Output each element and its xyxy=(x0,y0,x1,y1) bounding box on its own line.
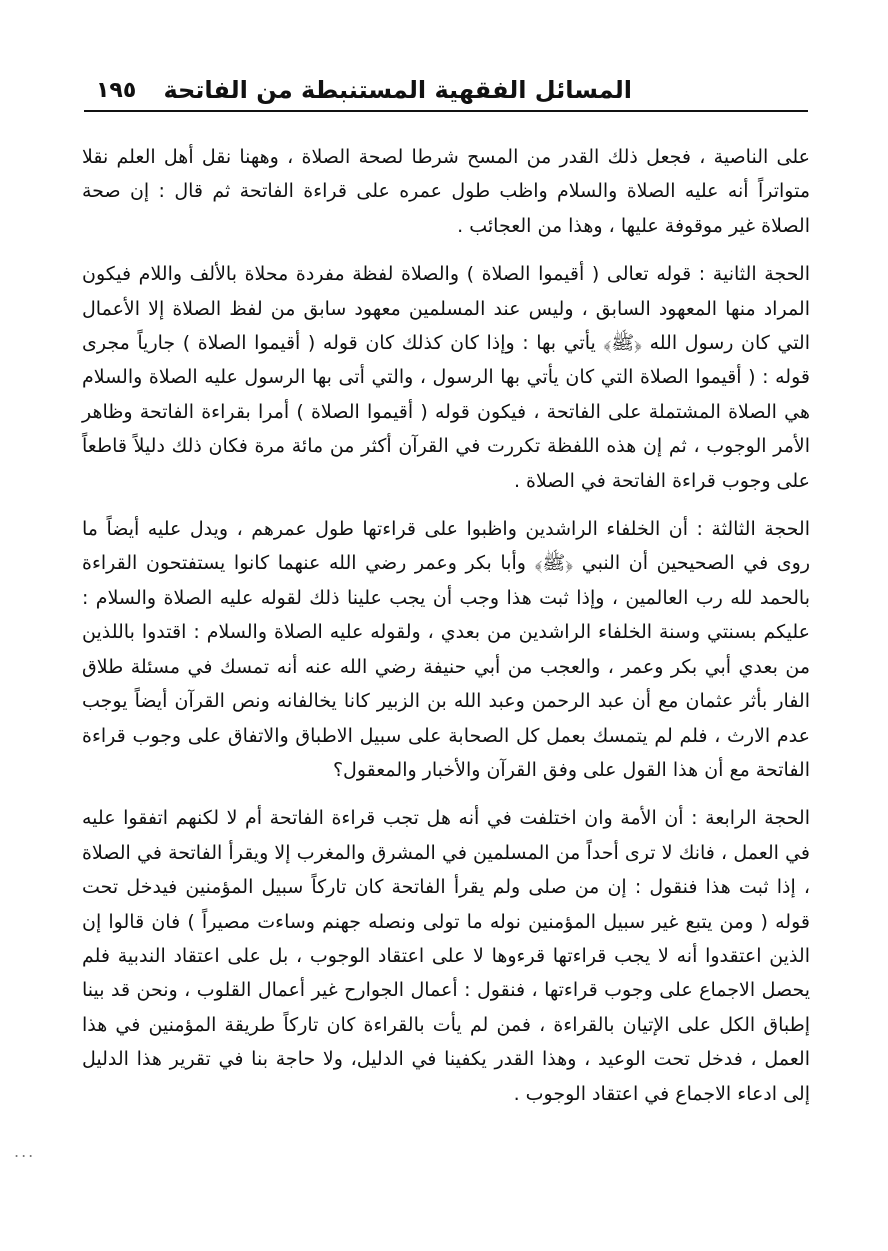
page-header xyxy=(84,72,808,112)
corner-mark: ... xyxy=(14,1142,36,1161)
running-title: المسائل الفقهية المستنبطة من الفاتحة xyxy=(163,76,632,104)
page-number: ١٩٥ xyxy=(96,78,137,103)
paragraph-second-argument: الحجة الثانية : قوله تعالى ( أقيموا الصلاة ) والصلاة لفظة مفردة محلاة بالألف واللام فيكون المراد منها المعهود السابق ، وليس عند المسلمين معهود سابق من لفظ الصلاة إلا الأعمال التي كان رسول الله ﴿ﷺ﴾ يأتي بها : وإذا كان كذلك كان قوله ( أقيموا الصلاة ) جارياً مجرى قوله : ( أقيموا الصلاة التي كان يأتي بها الرسول ، والتي أتى بها الرسول عليه الصلاة والسلام هي الصلاة المشتملة على الفاتحة ، فيكون قوله ( أقيموا الصلاة ) أمرا بقراءة الفاتحة وظاهر الأمر الوجوب ، ثم إن هذه اللفظة تكررت في القرآن أكثر من مائة مرة فكان ذلك دليلاً قاطعاً على وجوب قراءة الفاتحة في الصلاة . xyxy=(82,263,810,492)
body-text xyxy=(82,140,810,1125)
paragraph-third-argument: الحجة الثالثة : أن الخلفاء الراشدين واظبوا على قراءتها طول عمرهم ، ويدل عليه أيضاً ما روى في الصحيحين أن النبي ﴿ﷺ﴾ وأبا بكر وعمر رضي الله عنهما كانوا يستفتحون القراءة بالحمد لله رب العالمين ، وإذا ثبت هذا وجب أن يجب علينا ذلك لقوله عليه الصلاة والسلام : عليكم بسنتي وسنة الخلفاء الراشدين من بعدي ، ولقوله عليه الصلاة والسلام : اقتدوا باللذين من بعدي أبي بكر وعمر ، والعجب من أبي حنيفة رضي الله عنه أنه تمسك في مسئلة طلاق الفار بأثر عثمان مع أن عبد الرحمن وعبد الله بن الزبير كانا يخالفانه ونص القرآن أيضاً يوجب عدم الارث ، فلم لم يتمسك بعمل كل الصحابة على سبيل الاطباق والاتفاق على وجوب قراءة الفاتحة مع أن هذا القول على وفق القرآن والأخبار والمعقول؟ xyxy=(82,518,810,781)
paragraph-continuation: على الناصية ، فجعل ذلك القدر من المسح شرطا لصحة الصلاة ، وههنا نقل أهل العلم نقلا متواتراً أنه عليه الصلاة والسلام واظب طول عمره على قراءة الفاتحة ثم قال : إن صحة الصلاة غير موقوفة عليها ، وهذا من العجائب . xyxy=(82,146,810,237)
paragraph-fourth-argument: الحجة الرابعة : أن الأمة وان اختلفت في أنه هل تجب قراءة الفاتحة أم لا لكنهم اتفقوا عليه في العمل ، فانك لا ترى أحداً من المسلمين في المشرق والمغرب إلا ويقرأ الفاتحة في الصلاة ، إذا ثبت هذا فنقول : إن من صلى ولم يقرأ الفاتحة كان تاركاً سبيل المؤمنين فيدخل تحت قوله ( ومن يتبع غير سبيل المؤمنين نوله ما تولى ونصله جهنم وساءت مصيراً ) فان قالوا إن الذين اعتقدوا أنه لا يجب قراءتها قرءوها لا على اعتقاد الوجوب ، بل على اعتقاد الندبية فلم يحصل الاجماع على وجوب قراءتها ، فنقول : أعمال الجوارح غير أعمال القلوب ، ونحن قد بينا إطباق الكل على الإتيان بالقراءة ، فمن لم يأت بالقراءة كان تاركاً طريقة المؤمنين في هذا العمل ، فدخل تحت الوعيد ، وهذا القدر يكفينا في الدليل، ولا حاجة بنا في تقرير هذا الدليل إلى ادعاء الاجماع في اعتقاد الوجوب . xyxy=(82,807,810,1105)
